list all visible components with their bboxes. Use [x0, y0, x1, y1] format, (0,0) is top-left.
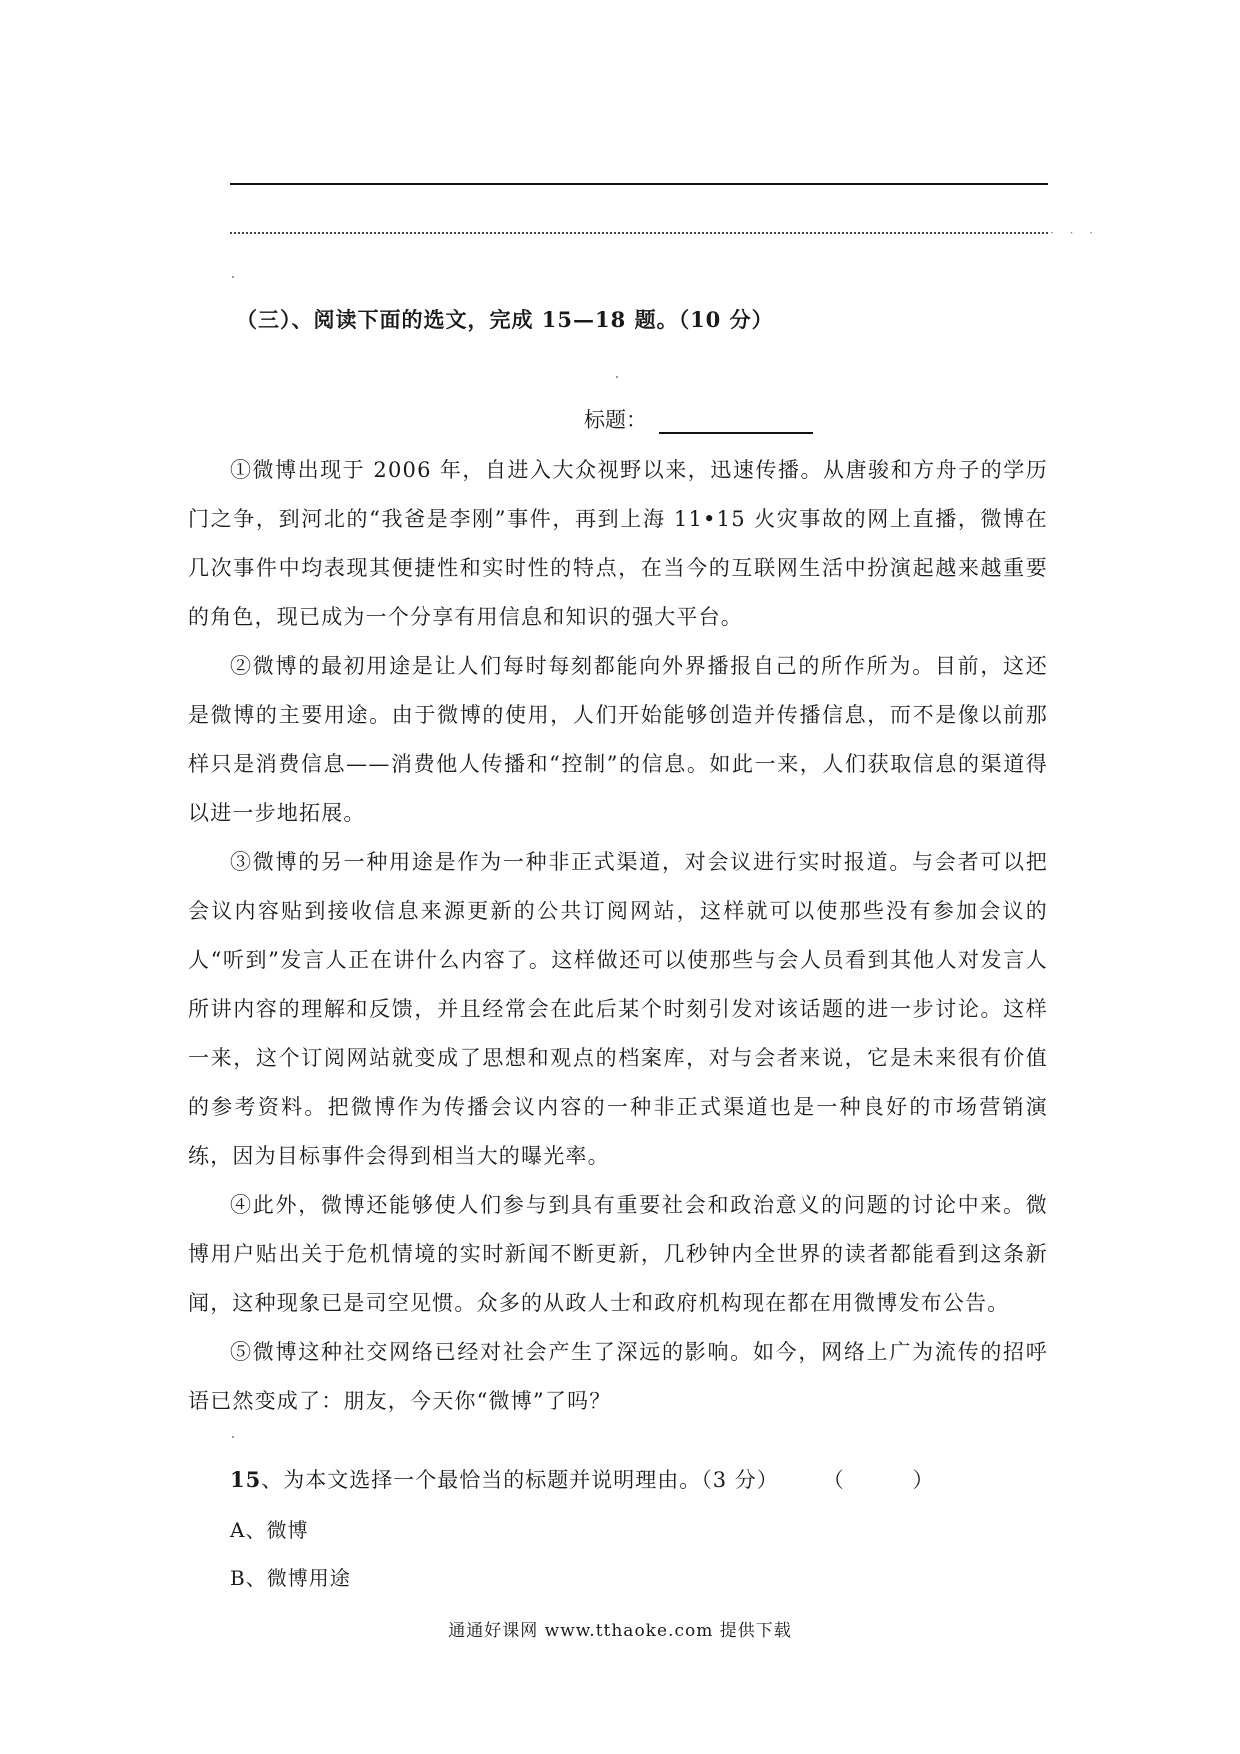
paragraph-1: ①微博出现于 2006 年，自进入大众视野以来，迅速传播。从唐骏和方舟子的学历门之争，到河北的“我爸是李刚”事件，再到上海 11•15 火灾事故的网上直播，微博在几次事件中均表现其便捷性和实时性的特点，在当今的互联网生活中扮演起越来越重要的角色，现已成为一个分享有用信息和知识的强大平台。	[188, 458, 1048, 629]
answer-parentheses[interactable]: （ ）	[822, 1468, 935, 1492]
scan-speck	[232, 276, 234, 278]
dotted-line-tail: · · ·	[1050, 226, 1100, 240]
title-label: 标题：	[584, 408, 647, 432]
scan-speck	[232, 1436, 234, 1438]
paragraph-3: ③微博的另一种用途是作为一种非正式渠道，对会议进行实时报道。与会者可以把会议内容贴到接收信息来源更新的公共订阅网站，这样就可以使那些没有参加会议的人“听到”发言人正在讲什么内容了。这样做还可以使那些与会人员看到其他人对发言人所讲内容的理解和反馈，并且经常会在此后某个时刻引发对该话题的进一步讨论。这样一来，这个订阅网站就变成了思想和观点的档案库，对与会者来说，它是未来很有价值的参考资料。把微博作为传播会议内容的一种非正式渠道也是一种良好的市场营销演练，因为目标事件会得到相当大的曝光率。	[188, 850, 1048, 1168]
scan-speck	[616, 376, 618, 378]
paragraph-2: ②微博的最初用途是让人们每时每刻都能向外界播报自己的所作所为。目前，这还是微博的主要用途。由于微博的使用，人们开始能够创造并传播信息，而不是像以前那样只是消费信息——消费他人传播和“控制”的信息。如此一来，人们获取信息的渠道得以进一步地拓展。	[188, 654, 1048, 825]
section-heading: （三）、阅读下面的选文，完成 15—18 题。（10 分）	[236, 307, 774, 332]
paragraph-4: ④此外，微博还能够使人们参与到具有重要社会和政治意义的问题的讨论中来。微博用户贴出关于危机情境的实时新闻不断更新，几秒钟内全世界的读者都能看到这条新闻，这种现象已是司空见惯。众多的从政人士和政府机构现在都在用微博发布公告。	[188, 1193, 1048, 1315]
question-text: 、为本文选择一个最恰当的标题并说明理由。（3 分）	[261, 1468, 779, 1492]
title-field	[584, 404, 813, 434]
question-number: 15	[230, 1467, 262, 1492]
reading-passage	[188, 446, 1048, 1426]
option-a: A、微博	[230, 1518, 309, 1542]
paragraph-5: ⑤微博这种社交网络已经对社会产生了深远的影响。如今，网络上广为流传的招呼语已然变成了：朋友，今天你“微博”了吗？	[188, 1340, 1048, 1413]
question-15	[230, 1464, 934, 1494]
title-blank[interactable]	[659, 410, 813, 434]
option-b: B、微博用途	[230, 1566, 351, 1590]
answer-line-solid	[230, 183, 1048, 185]
answer-line-dotted	[230, 232, 1048, 234]
page-footer: 通通好课网 www.tthaoke.com 提供下载	[448, 1621, 792, 1641]
